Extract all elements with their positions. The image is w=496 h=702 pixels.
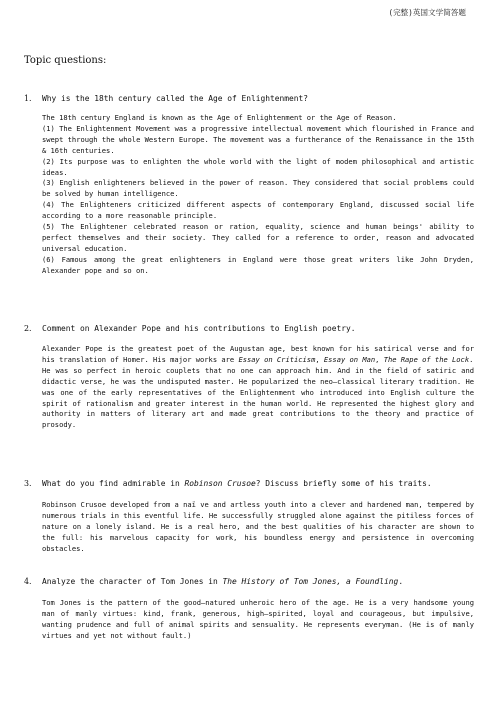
work-title: Robinson Crusoe <box>184 479 256 488</box>
question-number: 4. <box>24 577 32 586</box>
answer-paragraph: (1) The Enlightenment Movement was a progressive intellectual movement which flourished in France and swept through the whole Western Europe. The movement was a furtherance of the Renaissance in the 15th & 16th centuries. <box>42 123 474 155</box>
answer-paragraph: Robinson Crusoe developed from a naï ve and artless youth into a clever and hardened man, tempered by numerous trials in this eventful life. He successfully struggled alone against the pitiless forces of nature on a lonely island. He is a real hero, and the best qualities of his character are shown to the full: his marvelous capacity for work, his boundless energy and persistence in overcoming obstacles. <box>42 500 474 553</box>
work-title: Essay on Criticism <box>238 354 316 364</box>
answer-paragraph: The 18th century England is known as the Age of Enlightenment or the Age of Reason. <box>42 113 397 122</box>
work-title: The Rape of the Lock <box>383 354 470 364</box>
work-title: The History of Tom Jones, a Foundling <box>222 577 399 586</box>
answer-paragraph: He was so perfect in heroic couplets that no one can approach him. And in the field of satiric and didactic verse, he was the undisputed master. He popularized the neo—classical literary tradition. He was one of the early representatives of the Enlightenment who introduced into English culture the spirit of rationalism and greater interest in the human world. He represented the highest glory and authority in matters of literary art and made great contributions to the theory and practice of prosody. <box>42 365 474 430</box>
answer-paragraph: (6) Famous among the great enlighteners in England were those great writers like John Dryden, Alexander pope and so on. <box>42 254 474 275</box>
question-text: Analyze the character of Tom Jones in The History of Tom Jones, a Foundling. <box>42 577 404 586</box>
section-title: Topic questions: <box>24 55 107 66</box>
answer-4 <box>42 598 474 642</box>
question-number: 2. <box>24 324 32 333</box>
answer-2 <box>42 344 474 431</box>
answer-paragraph: Tom Jones is the pattern of the good—natured unheroic hero of the age. He is a very handsome young man of manly virtues: kind, frank, generous, high—spirited, loyal and courageous, but impulsive, wanting prudence and full of animal spirits and sensuality. He represents everyman. (He is of manly virtues and yet not without fault.) <box>42 598 474 640</box>
answer-1 <box>42 113 474 277</box>
question-text: Why is the 18th century called the Age of Enlightenment? <box>42 94 309 103</box>
question-number: 1. <box>24 94 32 103</box>
answer-3 <box>42 500 474 555</box>
page-header: (完整)英国文学简答题 <box>388 8 466 17</box>
answer-paragraph: (3) English enlighteners believed in the power of reason. They considered that social problems could be solved by human intelligence. <box>42 178 474 199</box>
answer-paragraph: Alexander Pope is the greatest poet of the Augustan age, best known for his satirical verse and for his translation of Homer. His major works are Essay on Criticism, Essay on Man, The Rape of the Lock. <box>42 344 474 364</box>
answer-paragraph: (5) The Enlightener celebrated reason or ration, equality, science and human beings' ability to perfect themselves and their society. They called for a reference to order, reason and advocated universal education. <box>42 222 474 253</box>
question-number: 3. <box>24 479 32 488</box>
answer-paragraph: (4) The Enlighteners criticized different aspects of contemporary England, discussed social life according to a more reasonable principle. <box>42 200 474 221</box>
answer-paragraph: (2) Its purpose was to enlighten the whole world with the light of modem philosophical and artistic ideas. <box>42 156 474 177</box>
work-title: Essay on Man <box>323 354 376 364</box>
question-text: Comment on Alexander Pope and his contributions to English poetry. <box>42 324 356 333</box>
question-text: What do you find admirable in Robinson Crusoe? Discuss briefly some of his traits. <box>42 479 432 488</box>
